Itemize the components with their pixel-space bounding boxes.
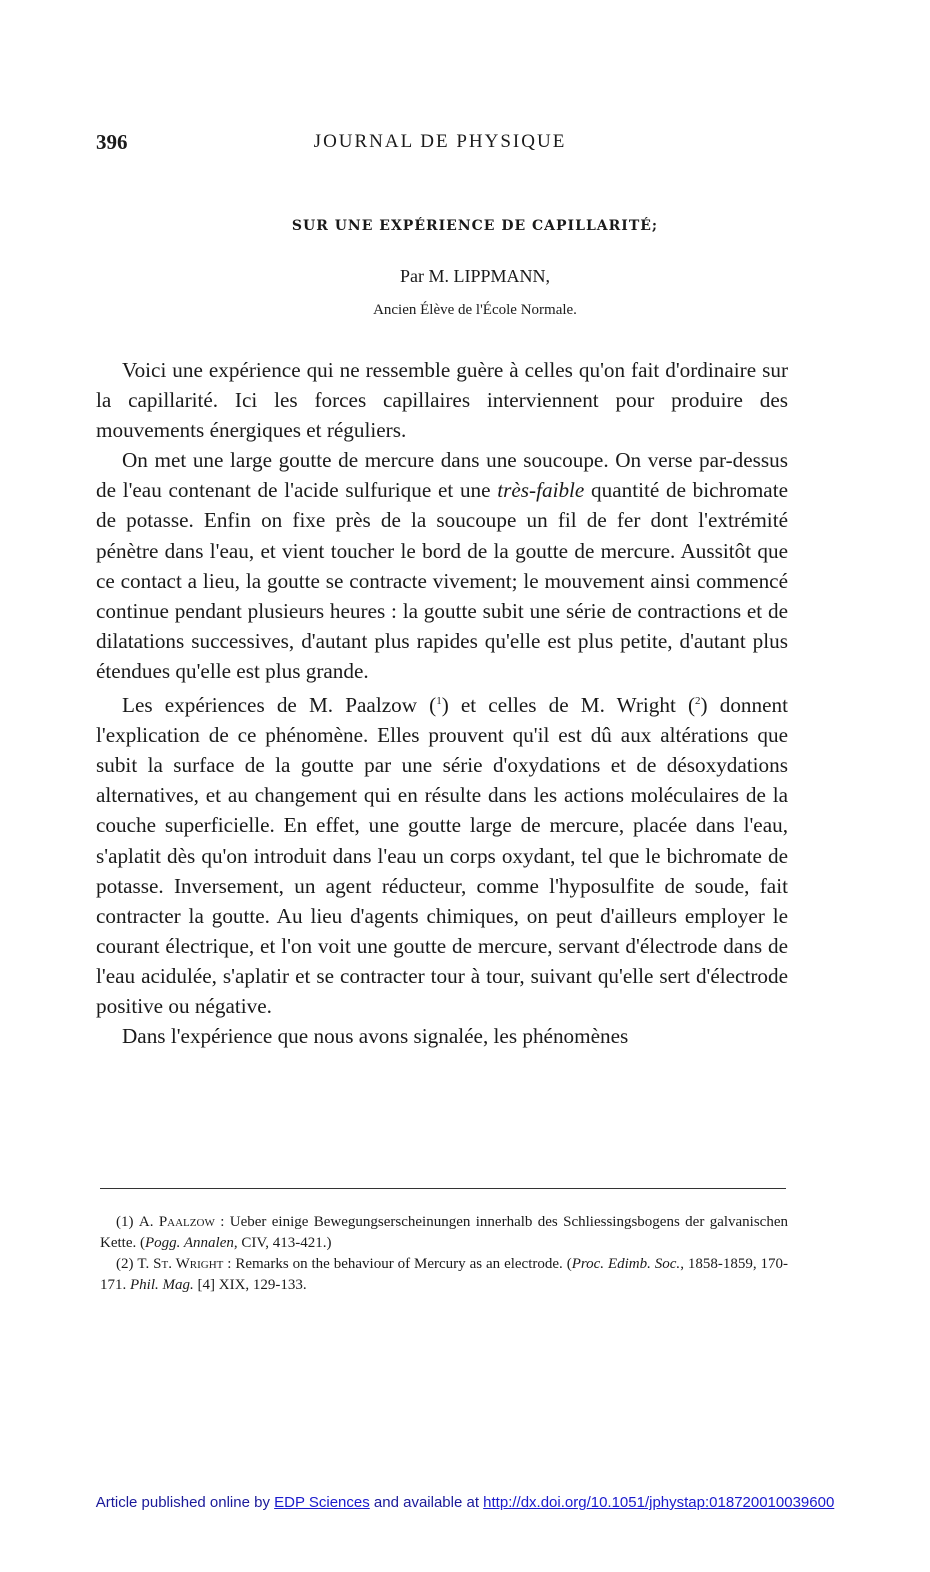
footnote-1 [100,1212,788,1254]
paragraph-2-emphasis: très-faible [497,478,585,503]
paragraph-1: Voici une expérience qui ne ressemble guère à celles qu'on fait d'ordinaire sur la capillarité. Ici les forces capillaires interviennent pour produire des mouvements énergiques et réguliers. [96,358,788,443]
paragraph-3-text-b: ) et celles de M. Wright ( [441,693,696,718]
footer-prefix: Article published online by [95,1494,275,1511]
footnotes [100,1212,788,1296]
author-line: Par M. LIPPMANN, [399,266,550,286]
footnote-ref-2[interactable]: 2 [695,695,701,708]
footer-middle: and available at [369,1494,484,1511]
article-title: SUR UNE EXPÉRIENCE DE CAPILLARITÉ; [291,218,659,234]
article-body [96,355,788,1051]
page-number: 396 [96,130,128,154]
footnote-1-text: : Ueber einige Bewegungserscheinungen innerhalb des Schliessingsbogens der galvanischen Kette. ( [100,1214,788,1251]
footnote-2 [100,1254,788,1296]
footnote-2-text: : Remarks on the behaviour of Mercury as an electrode. ( [223,1256,572,1272]
publisher-link[interactable]: EDP Sciences [274,1494,370,1511]
footnote-1-journal: Pogg. Annalen [144,1235,234,1251]
footnote-2-journal-2: Phil. Mag. [130,1277,194,1293]
running-head: JOURNAL DE PHYSIQUE [313,131,567,152]
footnote-ref-1[interactable]: 1 [436,695,442,708]
footnote-1-end: , CIV, 413-421.) [233,1235,332,1251]
publication-footer [0,1494,930,1511]
paragraph-3-text-c: ) donnent l'explication de ce phénomène. Elles prouvent qu'il est dû aux altérations que subit la surface de la goutte par une série d'oxydations et de désoxydations alternatives, et au changement qui en résulte dans les actions moléculaires de la couche superficielle. En effet, une goutte large de mercure, placée dans l'eau, s'aplatit dès qu'on introduit dans l'eau un corps oxydant, tel que le bichromate de potasse. Inversement, un agent réducteur, comme l'hyposulfite de soude, fait contracter la goutte. Au lieu d'agents chimiques, on peut d'ailleurs employer le courant électrique, et l'on voit une goutte de mercure, servant d'électrode dans de l'eau acidulée, s'aplatir et se contracter tour à tour, suivant qu'elle sert d'électrode positive ou négative. [96,693,788,1019]
doi-link[interactable]: http://dx.doi.org/10.1051/jphystap:018720010039600 [483,1494,835,1511]
paragraph-2-text-b: quantité de bichromate de potasse. Enfin on fixe près de la soucoupe un fil de fer dont l'extrémité pénètre dans l'eau, et vient toucher le bord de la goutte de mercure. Aussitôt que ce contact a lieu, la goutte se contracte vivement; le mouvement ainsi commencé continue pendant plusieurs heures : la goutte subit une série de contractions et de dilatations successives, d'autant plus rapides qu'elle est plus petite, d'autant plus étendues qu'elle est plus grande. [96,478,788,683]
paragraph-3 [96,686,788,1021]
paragraph-4: Dans l'expérience que nous avons signalée, les phénomènes [122,1024,629,1049]
author-affiliation: Ancien Élève de l'École Normale. [373,302,577,318]
footnote-2-mid: , 1858-1859, 170-171. [100,1256,789,1293]
footnote-2-end: [4] XIX, 129-133. [193,1277,307,1293]
paragraph-2-text-a: On met une large goutte de mercure dans une soucoupe. On verse par-dessus de l'eau contenant de l'acide sulfurique et une [96,448,788,503]
footnote-divider [100,1188,786,1189]
footnote-2-journal: Proc. Edimb. Soc. [571,1256,681,1272]
paragraph-3-text-a: Les expériences de M. Paalzow ( [122,693,437,718]
footnote-1-author: A. Paalzow [138,1214,215,1230]
paragraph-2 [96,445,788,686]
footnote-2-author: T. St. Wright [137,1256,224,1272]
footnote-2-marker: (2) [116,1256,134,1272]
footnote-1-marker: (1) [116,1214,134,1230]
